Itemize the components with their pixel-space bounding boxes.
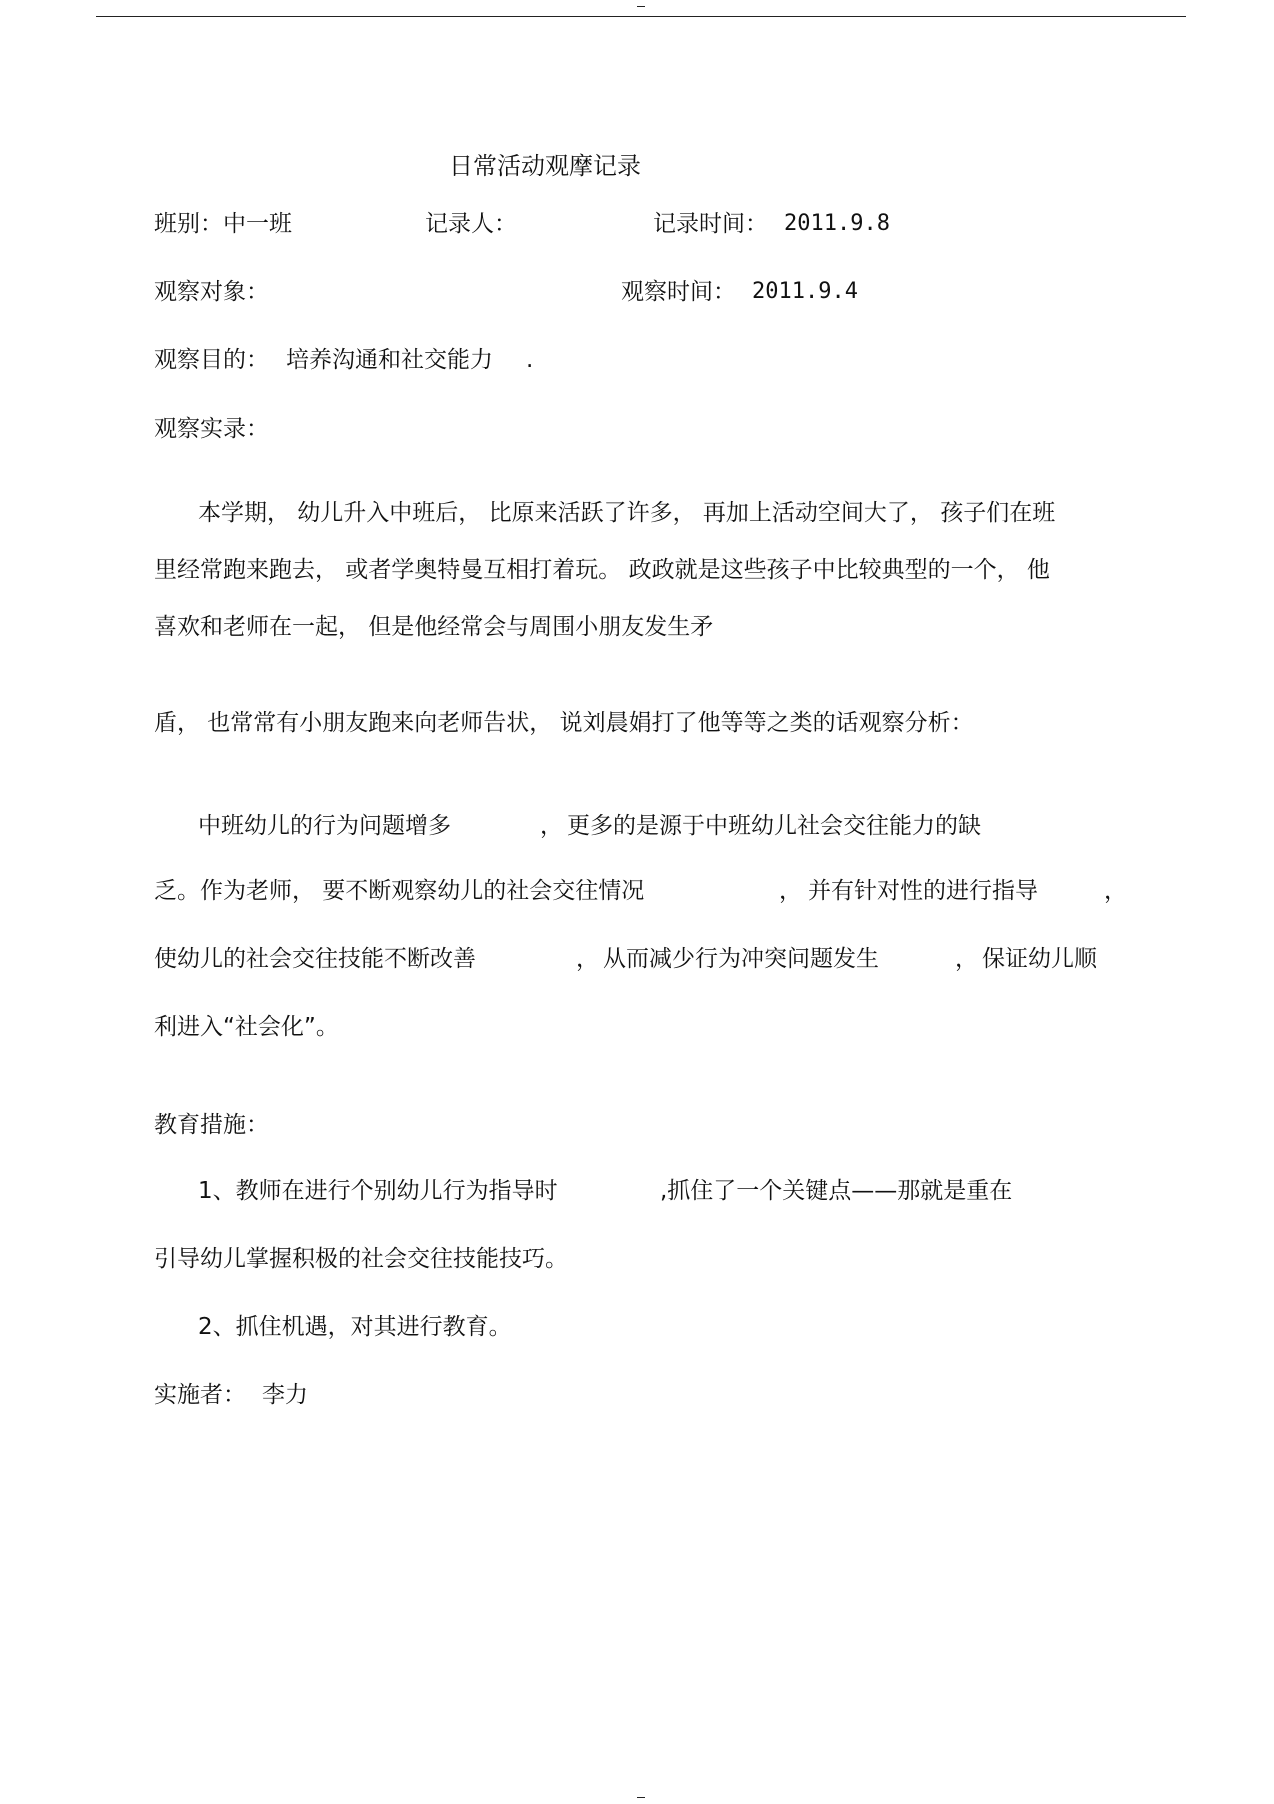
measures-heading: 教育措施： (154, 1112, 269, 1138)
analysis-punct: ， (955, 946, 978, 972)
top-page-mark (637, 6, 645, 7)
measure-item-2: 2、抓住机遇，对其进行教育。 (198, 1314, 512, 1340)
record-heading: 观察实录： (154, 416, 269, 442)
record-line: 盾， 也常常有小朋友跑来向老师告状， 说刘晨娟打了他等等之类的话观察分析： (154, 710, 974, 736)
analysis-text: 中班幼儿的行为问题增多 (198, 813, 451, 839)
header-rule (96, 16, 1186, 17)
implementer-label: 实施者： (154, 1382, 246, 1408)
record-line: 本学期， 幼儿升入中班后， 比原来活跃了许多， 再加上活动空间大了， 孩子们在班 (198, 500, 1056, 526)
analysis-text: 乏。作为老师， 要不断观察幼儿的社会交往情况 (154, 878, 645, 904)
analysis-text: 保证幼儿顺 (982, 946, 1097, 972)
analysis-text: 使幼儿的社会交往技能不断改善 (154, 946, 476, 972)
purpose-label: 观察目的： (154, 347, 269, 373)
subject-label: 观察对象： (154, 279, 269, 305)
bottom-page-mark (637, 1797, 645, 1798)
analysis-text: 从而减少行为冲突问题发生 (603, 946, 879, 972)
measure-item-1-cont: ,抓住了一个关键点——那就是重在 (660, 1178, 1013, 1204)
document-title: 日常活动观摩记录 (449, 152, 641, 180)
measure-item-1: 1、教师在进行个别幼儿行为指导时 (198, 1178, 558, 1204)
observe-time-label: 观察时间： (621, 279, 736, 305)
measure-item-1-line2: 引导幼儿掌握积极的社会交往技能技巧。 (154, 1246, 568, 1272)
analysis-text: 更多的是源于中班幼儿社会交往能力的缺 (567, 813, 981, 839)
record-time-label: 记录时间： (653, 211, 768, 237)
record-line: 喜欢和老师在一起， 但是他经常会与周围小朋友发生矛 (154, 614, 714, 640)
analysis-punct: ， (779, 878, 802, 904)
purpose-value: 培养沟通和社交能力 (286, 347, 493, 373)
record-line: 里经常跑来跑去， 或者学奥特曼互相打着玩。 政政就是这些孩子中比较典型的一个， 他 (154, 557, 1050, 583)
implementer-name: 李力 (262, 1382, 308, 1408)
record-time-value: 2011.9.8 (784, 211, 890, 236)
class-label: 班别：中一班 (154, 211, 292, 237)
analysis-text: 利进入“社会化”。 (154, 1014, 339, 1040)
observe-time-value: 2011.9.4 (752, 279, 858, 304)
analysis-punct: ， (576, 946, 599, 972)
analysis-punct: ， (540, 813, 563, 839)
analysis-punct: ， (1104, 878, 1127, 904)
analysis-text: 并有针对性的进行指导 (808, 878, 1038, 904)
recorder-label: 记录人： (425, 211, 517, 237)
purpose-dot: . (526, 347, 534, 373)
